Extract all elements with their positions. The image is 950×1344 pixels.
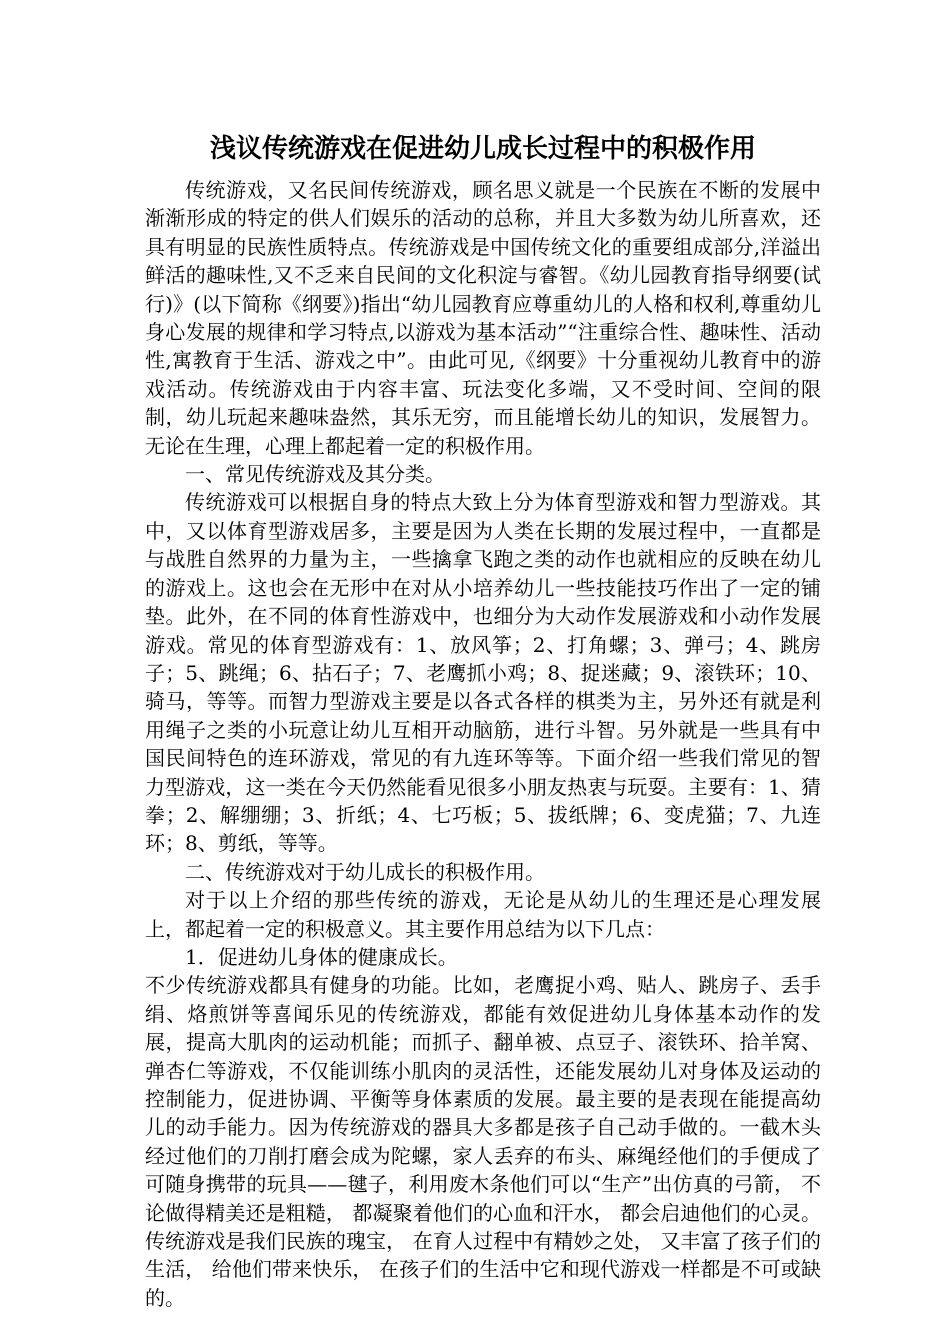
subsection-heading-1: 1．促进幼儿身体的健康成长。 (185, 944, 458, 969)
section-heading-1: 一、常见传统游戏及其分类。 (185, 462, 445, 487)
document-page (145, 128, 821, 1312)
body-paragraph: 传统游戏可以根据自身的特点大致上分为体育型游戏和智力型游戏。其中，又以体育型游戏居多，主要是因为人类在长期的发展过程中，一直都是与战胜自然界的力量为主，一些擒拿飞跑之类的动作也就相应的反映在幼儿的游戏上。这也会在无形中在对从小培养幼儿一些技能技巧作出了一定的铺垫。此外，在不同的体育性游戏中，也细分为大动作发展游戏和小动作发展游戏。常见的体育型游戏有：1、放风筝；2、打角螺；3、弹弓；4、跳房子；5、跳绳；6、拈石子；7、老鹰抓小鸡；8、捉迷藏；9、滚铁环；10、骑马，等等。而智力型游戏主要是以各式各样的棋类为主，另外还有就是利用绳子之类的小玩意让幼儿互相开动脑筋，进行斗智。另外就是一些具有中国民间特色的连环游戏，常见的有九连环等等。下面介绍一些我们常见的智力型游戏，这一类在今天仍然能看见很多小朋友热衷与玩耍。主要有：1、猜拳；2、解绷绷；3、折纸；4、七巧板；5、拔纸牌；6、变虎猫；7、九连环；8、剪纸，等等。 (145, 490, 821, 856)
body-paragraph: 不少传统游戏都具有健身的功能。比如，老鹰捉小鸡、贴人、跳房子、丢手绢、烙煎饼等喜闻乐见的传统游戏，都能有效促进幼儿身体基本动作的发展，提高大肌肉的运动机能；而抓子、翻单被、点豆子、滚铁环、拾羊窝、弹杏仁等游戏，不仅能训练小肌肉的灵活性，还能发展幼儿对身体及运动的控制能力，促进协调、平衡等身体素质的发展。最主要的是表现在能提高幼儿的动手能力。因为传统游戏的器具大多都是孩子自己动手做的。一截木头经过他们的刀削打磨会成为陀螺，家人丢弃的布头、麻绳经他们的手便成了可随身携带的玩具——毽子，利用废木条他们可以“生产”出仿真的弓箭， 不论做得精美还是粗糙， 都凝聚着他们的心血和汗水， 都会启迪他们的心灵。传统游戏是我们民族的瑰宝， 在育人过程中有精妙之处， 又丰富了孩子们的生活， 给他们带来快乐， 在孩子们的生活中它和现代游戏一样都是不可或缺的。 (145, 973, 821, 1310)
intro-paragraph: 传统游戏，又名民间传统游戏，顾名思义就是一个民族在不断的发展中渐渐形成的特定的供人们娱乐的活动的总称，并且大多数为幼儿所喜欢，还具有明显的民族性质特点。传统游戏是中国传统文化的重要组成部分,洋溢出鲜活的趣味性,又不乏来自民间的文化积淀与睿智。《幼儿园教育指导纲要(试行)》(以下简称《纲要》)指出“幼儿园教育应尊重幼儿的人格和权利,尊重幼儿身心发展的规律和学习特点,以游戏为基本活动”“注重综合性、趣味性、活动性,寓教育于生活、游戏之中”。由此可见,《纲要》十分重视幼儿教育中的游戏活动。传统游戏由于内容丰富、玩法变化多端，又不受时间、空间的限制，幼儿玩起来趣味盎然，其乐无穷，而且能增长幼儿的知识，发展智力。无论在生理，心理上都起着一定的积极作用。 (145, 178, 821, 458)
document-title: 浅议传统游戏在促进幼儿成长过程中的积极作用 (209, 134, 756, 164)
section-heading-2: 二、传统游戏对于幼儿成长的积极作用。 (185, 859, 545, 884)
body-paragraph: 对于以上介绍的那些传统的游戏，无论是从幼儿的生理还是心理发展上，都起着一定的积极意义。其主要作用总结为以下几点： (145, 888, 821, 941)
